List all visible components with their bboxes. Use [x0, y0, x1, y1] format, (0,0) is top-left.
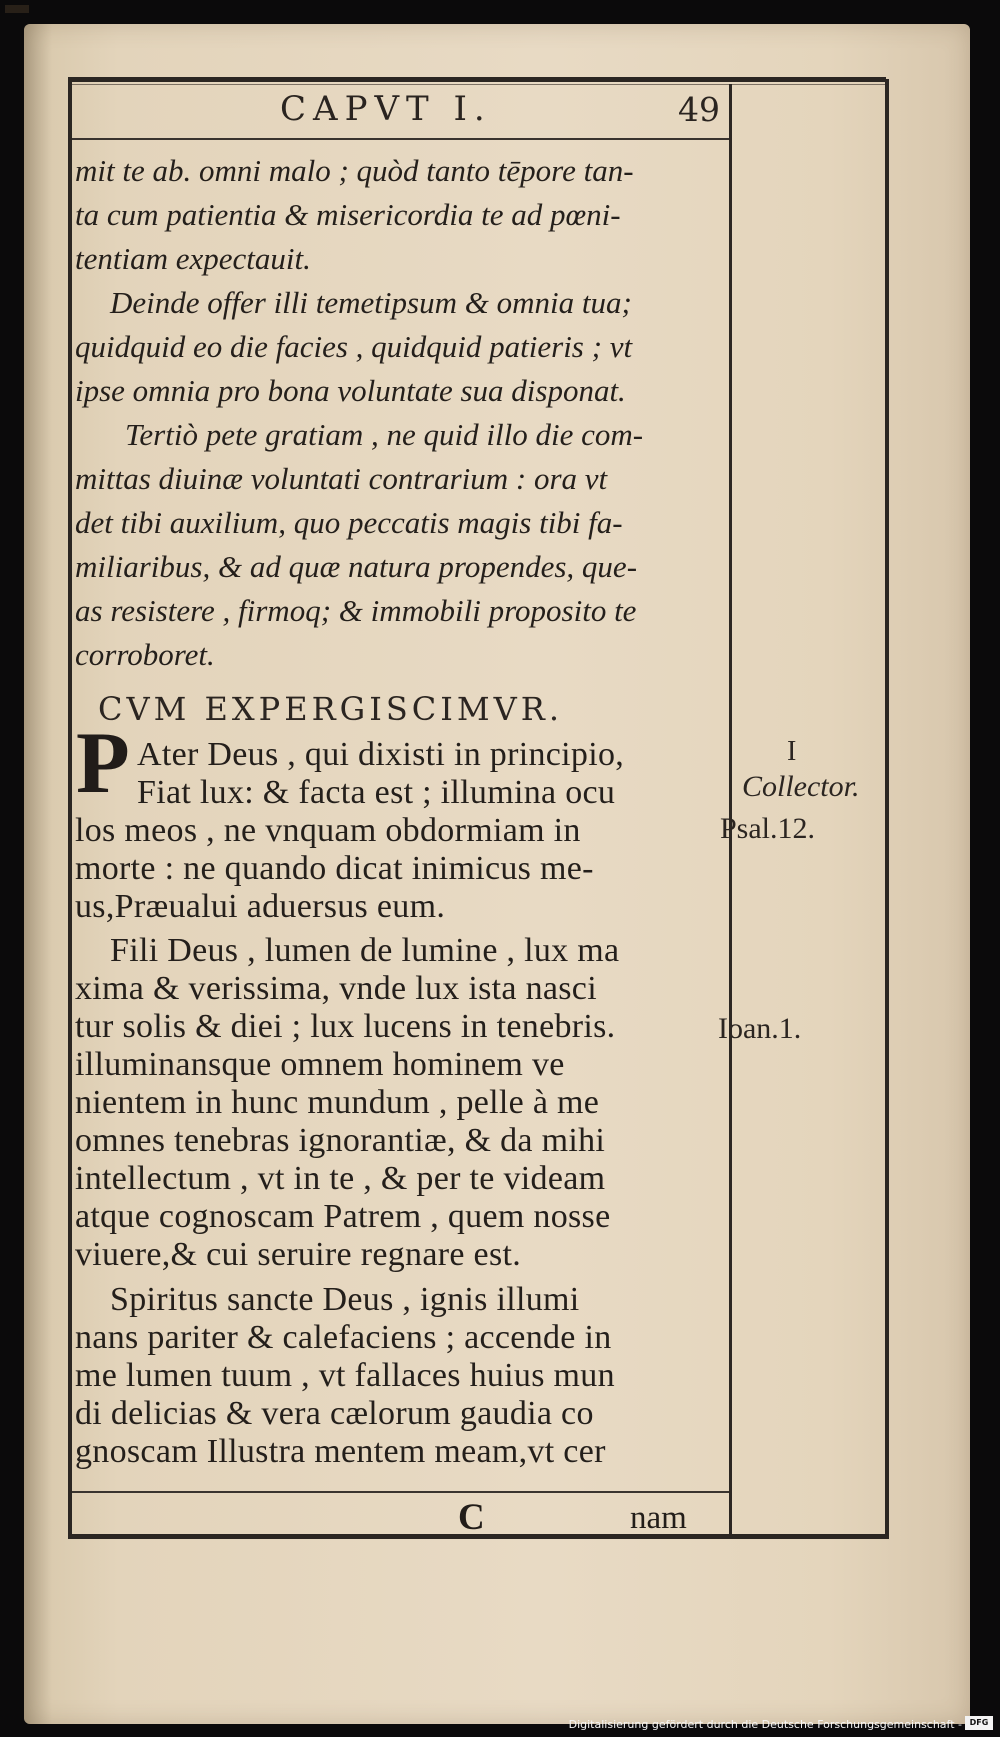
- prayer-line: gnoscam Illustra mentem meam,vt cer: [75, 1433, 606, 1470]
- paper-edge-shadow: [24, 24, 52, 1724]
- section-title: CVM EXPERGISCIMVR.: [98, 690, 564, 728]
- drop-cap: P: [76, 715, 130, 812]
- body-line: mit te ab. omni malo ; quòd tanto tēpore tan-: [75, 153, 634, 188]
- prayer-line: tur solis & diei ; lux lucens in tenebris.: [75, 1008, 616, 1045]
- prayer-line: me lumen tuum , vt fallaces huius mun: [75, 1357, 615, 1394]
- body-line: Tertiò pete gratiam , ne quid illo die com-: [125, 417, 644, 452]
- margin-note-psal: Psal.12.: [720, 812, 816, 845]
- prayer-line: Spiritus sancte Deus , ignis illumi: [110, 1281, 580, 1318]
- page-number: 49: [678, 90, 720, 129]
- prayer-line: los meos , ne vnquam obdormiam in: [75, 812, 581, 849]
- right-frame-rule: [885, 79, 889, 1539]
- prayer-line: nans pariter & calefaciens ; accende in: [75, 1319, 612, 1356]
- top-thin-rule: [68, 84, 886, 85]
- page-tab-mark: [5, 5, 29, 13]
- dfg-logo: DFG: [965, 1716, 993, 1730]
- body-line: mittas diuinæ voluntati contrarium : ora vt: [75, 461, 608, 496]
- text-bottom-rule: [72, 1491, 729, 1493]
- header-underline-rule: [72, 138, 730, 140]
- body-line: miliaribus, & ad quæ natura propendes, que-: [75, 549, 638, 584]
- prayer-line: illuminansque omnem hominem ve: [75, 1046, 565, 1083]
- prayer-line: nientem in hunc mundum , pelle à me: [75, 1084, 600, 1121]
- prayer-line: intellectum , vt in te , & per te videam: [75, 1160, 606, 1197]
- prayer-line: xima & verissima, vnde lux ista nasci: [75, 970, 597, 1007]
- prayer-line: us,Præualui aduersus eum.: [75, 888, 446, 925]
- body-line: ipse omnia pro bona voluntate sua disponat.: [75, 373, 626, 408]
- body-line: quidquid eo die facies , quidquid patieris ; vt: [75, 329, 633, 364]
- body-line: tentiam expectauit.: [75, 241, 311, 276]
- prayer-line: di delicias & vera cælorum gaudia co: [75, 1395, 594, 1432]
- body-line: det tibi auxilium, quo peccatis magis tibi fa-: [75, 505, 623, 540]
- margin-note-ioan: Ioan.1.: [718, 1012, 802, 1045]
- prayer-line: Fili Deus , lumen de lumine , lux ma: [110, 932, 620, 969]
- body-line: ta cum patientia & misericordia te ad pœni-: [75, 197, 621, 232]
- prayer-line: atque cognoscam Patrem , quem nosse: [75, 1198, 611, 1235]
- top-frame-rule: [68, 77, 886, 82]
- body-line: corroboret.: [75, 637, 215, 672]
- catchword: nam: [630, 1500, 687, 1536]
- margin-note-number: I: [787, 736, 797, 767]
- margin-note-collector: Collector.: [742, 770, 860, 803]
- prayer-line: Ater Deus , qui dixisti in principio,: [137, 736, 625, 773]
- body-line: as resistere , firmoq; & immobili proposito te: [75, 593, 637, 628]
- prayer-line: morte : ne quando dicat inimicus me-: [75, 850, 594, 887]
- prayer-line: viuere,& cui seruire regnare est.: [75, 1236, 522, 1273]
- signature-mark: C: [458, 1497, 485, 1538]
- prayer-line: omnes tenebras ignorantiæ, & da mihi: [75, 1122, 606, 1159]
- prayer-line: Fiat lux: & facta est ; illumina ocu: [137, 774, 616, 811]
- left-frame-rule: [68, 79, 72, 1534]
- margin-column-rule: [729, 84, 732, 1536]
- running-header: CAPVT I.: [280, 89, 492, 129]
- digitization-credit: Digitalisierung gefördert durch die Deutsche Forschungsgemeinschaft -: [568, 1718, 962, 1731]
- body-line: Deinde offer illi temetipsum & omnia tua;: [110, 285, 632, 320]
